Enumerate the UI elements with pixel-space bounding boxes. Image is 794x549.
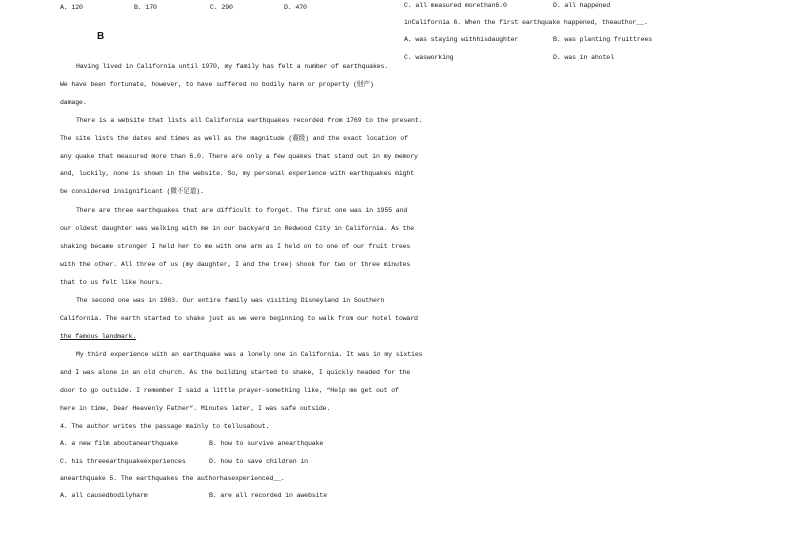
q6-option-d: D. was in ahotel [553, 54, 614, 61]
passage-line: damage. [60, 99, 87, 106]
q4-option-a: A. a new film aboutanearthquake [60, 440, 179, 447]
passage-line: shaking became stronger I held her to me with one arm as I held on to one of our fruit trees [60, 243, 411, 250]
passage-line: door to go outside. I remember I said a little prayer-something like, “Help me get out of [60, 387, 399, 394]
passage-line: The site lists the dates and times as well as the magnitude (震级) and the exact location of [60, 135, 408, 142]
passage-line: be considered insignificant (微不足道). [60, 188, 204, 195]
q5-option-b: B. are all recorded in awebsite [209, 492, 328, 499]
passage-line: The second one was in 1963. Our entire family was visiting Disneyland in Southern [76, 297, 385, 304]
passage-line: Having lived in California until 1970, my family has felt a number of earthquakes. [76, 63, 389, 70]
question-5-stem: anearthquake 5. The earthquakes the authorhasexperienced__. [60, 475, 285, 482]
passage-line: here in time, Dear Heavenly Father”. Minutes later, I was safe outside. [60, 405, 331, 412]
q4-option-b: B. how to survive anearthquake [209, 440, 324, 447]
passage-line: We have been fortunate, however, to have suffered no bodily harm or property (财产) [60, 81, 374, 88]
q5-option-a: A. all causedbodilyharm [60, 492, 148, 499]
q4-option-c: C. his threeearthquakeexperiences [60, 458, 186, 465]
q5-option-c: C. all measured morethan6.0 [404, 2, 507, 9]
q5-option-d: D. all happened [553, 2, 611, 9]
prev-option-a: A. 120 [60, 4, 83, 11]
passage-line: There are three earthquakes that are difficult to forget. The first one was in 1955 and [76, 207, 408, 214]
passage-line-underlined: the famous landmark. [60, 333, 137, 340]
q6-option-a: A. was staying withhisdaughter [404, 36, 519, 43]
passage-line: California. The earth started to shake just as we were beginning to walk from our hotel toward [60, 315, 418, 322]
prev-option-c: C. 290 [210, 4, 233, 11]
prev-option-b: B. 170 [134, 4, 157, 11]
passage-line: There is a website that lists all California earthquakes recorded from 1769 to the present. [76, 117, 423, 124]
passage-line: any quake that measured more than 6.0. There are only a few quakes that stand out in my memory [60, 153, 418, 160]
passage-line: that to us felt like hours. [60, 279, 163, 286]
section-heading: B [97, 31, 105, 42]
q4-option-d: D. how to save children in [209, 458, 308, 465]
passage-line: and, luckily, none is shown in the website. So, my personal experience with earthquakes might [60, 170, 415, 177]
passage-line: My third experience with an earthquake was a lonely one in California. It was in my sixties [76, 351, 423, 358]
prev-option-d: D. 470 [284, 4, 307, 11]
q6-option-c: C. wasworking [404, 54, 454, 61]
question-4-stem: 4. The author writes the passage mainly to tellusabout. [60, 423, 270, 430]
question-6-stem: inCalifornia 6. When the first earthquake happened, theauthor__. [404, 19, 648, 26]
passage-line: our oldest daughter was walking with me in our backyard in Redwood City in California. As the [60, 225, 415, 232]
q6-option-b: B. was planting fruittrees [553, 36, 652, 43]
passage-line: and I was alone in an old church. As the building started to shake, I quickly headed for the [60, 369, 411, 376]
passage-line: with the other. All three of us (my daughter, I and the tree) shook for two or three minutes [60, 261, 411, 268]
